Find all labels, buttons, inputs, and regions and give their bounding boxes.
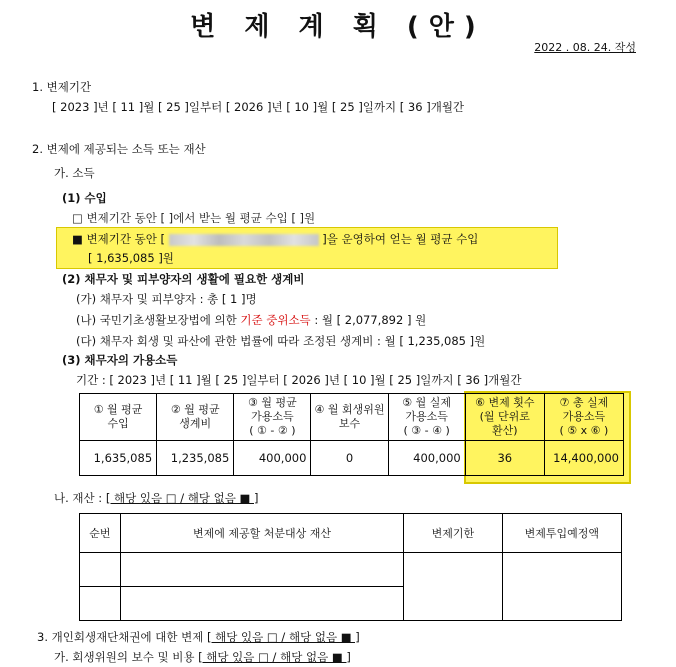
table-cell: [80, 587, 121, 621]
available-income-heading: (3) 채무자의 가용소득: [62, 353, 178, 367]
header-monthly-living: ② 월 평균 생계비: [157, 394, 234, 441]
table-cell: [502, 553, 621, 621]
income-option-business: [72, 231, 478, 247]
business-income-amount: [ 1,635,085 ]원: [88, 251, 174, 265]
living-cost-heading: (2) 채무자 및 피부양자의 생활에 필요한 생계비: [62, 272, 305, 286]
header-repayment-count: ⑥ 변제 횟수 (월 단위로 환산): [465, 394, 544, 441]
section2-heading: 2. 변제에 제공되는 소득 또는 재산: [32, 142, 206, 156]
redacted-business-name: [169, 234, 319, 246]
written-date: 2022 . 08. 24. 작성: [534, 41, 636, 54]
section3-status: [ 해당 있음 □ / 해당 없음 ■ ]: [207, 630, 360, 644]
checked-box-label: ■ 변제기간 동안 [: [72, 232, 165, 246]
value-trustee-fee: 0: [311, 441, 388, 476]
available-income-period: 기간 : [ 2023 ]년 [ 11 ]월 [ 25 ]일부터 [ 2026 ]년 [ 10 ]월 [ 25 ]일까지 [ 36 ]개월간: [76, 373, 522, 387]
income-option-wage: □ 변제기간 동안 [ ]에서 받는 월 평균 수입 [ ]원: [72, 211, 316, 225]
value-total-available: 14,400,000: [544, 441, 623, 476]
trustee-fee-heading: 가. 회생위원의 보수 및 비용: [54, 650, 199, 664]
header-actual-available: ⑤ 월 실제 가용소득 ( ③ - ④ ): [388, 394, 465, 441]
value-monthly-income: 1,635,085: [80, 441, 157, 476]
available-income-table: [79, 393, 624, 476]
table-cell: [80, 553, 121, 587]
property-table: [79, 513, 622, 621]
trustee-fee-line: [54, 649, 351, 665]
table-cell: [120, 587, 403, 621]
median-income-label: (나) 국민기초생활보장법에 의한: [76, 313, 241, 327]
header-seq: 순번: [80, 514, 121, 553]
table-cell: [404, 553, 502, 621]
value-monthly-available: 400,000: [234, 441, 311, 476]
property-status: [ 해당 있음 □ / 해당 없음 ■ ]: [105, 491, 259, 505]
value-actual-available: 400,000: [388, 441, 465, 476]
header-property: 변제에 제공할 처분대상 재산: [120, 514, 403, 553]
property-line: [54, 490, 259, 506]
property-label: 나. 재산 :: [54, 491, 106, 505]
section3-line: [37, 629, 360, 645]
adjusted-living-cost: (다) 채무자 회생 및 파산에 관한 법률에 따라 조정된 생계비 : 월 [ 1,235,085 ]원: [76, 334, 486, 348]
median-income-line: [76, 312, 426, 328]
median-income-red-label: 기준 중위소득: [240, 313, 311, 327]
repayment-period: [ 2023 ]년 [ 11 ]월 [ 25 ]일부터 [ 2026 ]년 [ 10 ]월 [ 25 ]일까지 [ 36 ]개월간: [52, 100, 465, 114]
header-monthly-income: ① 월 평균 수입: [80, 394, 157, 441]
section3-heading: 3. 개인회생재단채권에 대한 변제: [37, 630, 208, 644]
table-cell: [120, 553, 403, 587]
income-heading: (1) 수입: [62, 191, 107, 205]
header-deadline: 변제기한: [404, 514, 502, 553]
page-title: 변 제 계 획 (안): [190, 12, 486, 42]
dependents-count: (가) 채무자 및 피부양자 : 총 [ 1 ]명: [76, 292, 257, 306]
value-repayment-count: 36: [465, 441, 544, 476]
section1-heading: 1. 변제기간: [32, 80, 92, 94]
business-income-label: ]을 운영하여 얻는 월 평균 수입: [322, 232, 479, 246]
header-total-available: ⑦ 총 실제 가용소득 ( ⑤ x ⑥ ): [544, 394, 623, 441]
median-income-value: : 월 [ 2,077,892 ] 원: [310, 313, 427, 327]
income-subheading: 가. 소득: [54, 166, 95, 180]
header-amount: 변제투입예정액: [502, 514, 621, 553]
trustee-fee-status: [ 해당 있음 □ / 해당 없음 ■ ]: [198, 650, 351, 664]
header-monthly-available: ③ 월 평균 가용소득 ( ① - ② ): [234, 394, 311, 441]
value-monthly-living: 1,235,085: [157, 441, 234, 476]
header-trustee-fee: ④ 월 회생위원 보수: [311, 394, 388, 441]
